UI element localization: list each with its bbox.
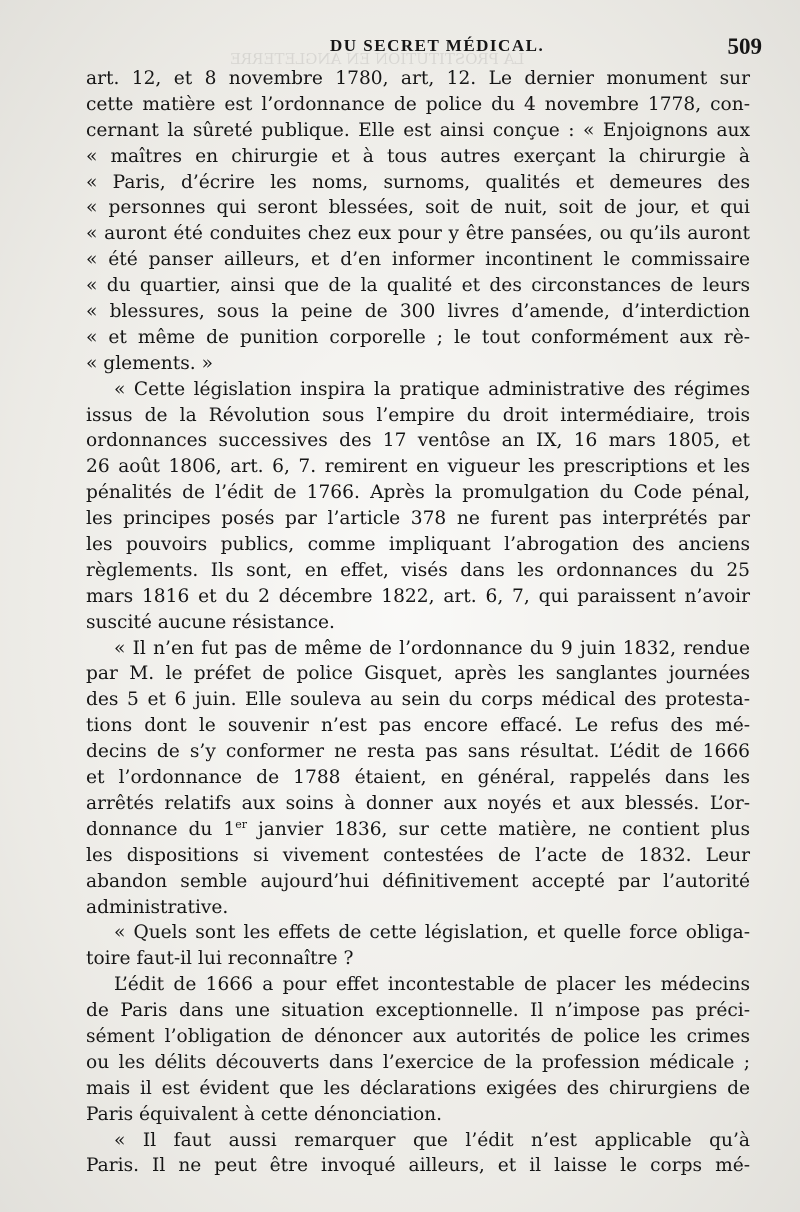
- text-line: par M. le préfet de police Gisquet, après les sanglantes journées: [86, 663, 750, 685]
- text-line: « et même de punition corporelle ; le tout conformément aux rè-: [86, 326, 750, 348]
- text-line: les dispositions si vivement contestées de l’acte de 1832. Leur: [86, 844, 750, 866]
- text-line: cernant la sûreté publique. Elle est ainsi conçue : « Enjoignons aux: [86, 119, 750, 141]
- text-line: « Cette législation inspira la pratique administrative des régimes: [114, 378, 750, 400]
- text-line: « Paris, d’écrire les noms, surnoms, qualités et demeures des: [86, 171, 750, 193]
- show-through-text: LA PROSTITUTION EN ANGLETERRE: [230, 50, 525, 68]
- page-header: [80, 36, 770, 62]
- text-line: arrêtés relatifs aux soins à donner aux noyés et aux blessés. L’or-: [86, 792, 750, 814]
- text-line: mars 1816 et du 2 décembre 1822, art. 6, 7, qui paraissent n’avoir: [86, 585, 750, 607]
- text-line: L’édit de 1666 a pour effet incontestable de placer les médecins: [114, 974, 750, 996]
- text-line: ou les délits découverts dans l’exercice de la profession médicale ;: [86, 1051, 750, 1073]
- page-number: 509: [727, 34, 762, 59]
- text-line: art. 12, et 8 novembre 1780, art, 12. Le dernier monument sur: [86, 68, 750, 89]
- text-line: issus de la Révolution sous l’empire du droit intermédiaire, trois: [86, 404, 750, 426]
- text-line: « personnes qui seront blessées, soit de nuit, soit de jour, et qui: [86, 197, 750, 219]
- text-line: Paris équivalent à cette dénonciation.: [86, 1103, 443, 1125]
- text-line: « Quels sont les effets de cette législation, et quelle force obliga-: [114, 922, 750, 944]
- text-line: « été panser ailleurs, et d’en informer incontinent le commissaire: [86, 249, 750, 271]
- text-line: règlements. Ils sont, en effet, visés dans les ordonnances du 25: [86, 559, 750, 581]
- text-line: ordonnances successives des 17 ventôse an IX, 16 mars 1805, et: [86, 430, 750, 452]
- paragraph: [86, 377, 750, 636]
- text-line: administrative.: [86, 896, 229, 918]
- ordinal-superscript: er: [235, 817, 248, 831]
- text-line: « maîtres en chirurgie et à tous autres exerçant la chirurgie à: [86, 145, 750, 167]
- text-line: « auront été conduites chez eux pour y être pansées, ou qu’ils auront: [86, 223, 750, 245]
- text-line: les pouvoirs publics, comme impliquant l’abrogation des anciens: [86, 534, 750, 556]
- text-line: cette matière est l’ordonnance de police du 4 novembre 1778, con-: [86, 93, 750, 115]
- text-line: 26 août 1806, art. 6, 7. remirent en vigueur les prescriptions et les: [86, 456, 750, 478]
- text-line: « du quartier, ainsi que de la qualité et des circonstances de leurs: [86, 275, 750, 297]
- text-line: suscité aucune résistance.: [86, 611, 335, 633]
- text-line: pénalités de l’édit de 1766. Après la promulgation du Code pénal,: [86, 482, 750, 504]
- text-line: « Il faut aussi remarquer que l’édit n’est applicable qu’à: [114, 1129, 750, 1151]
- text-line: mais il est évident que les déclarations exigées des chirurgiens de: [86, 1077, 750, 1099]
- text-line: « blessures, sous la peine de 300 livres d’amende, d’interdiction: [86, 301, 750, 323]
- paragraph: [86, 972, 750, 1127]
- paragraph: [86, 66, 750, 377]
- text-line: sément l’obligation de dénoncer aux autorités de police les crimes: [86, 1025, 750, 1047]
- text-line: et l’ordonnance de 1788 étaient, en général, rappelés dans les: [86, 767, 750, 789]
- paragraph: [86, 920, 750, 972]
- text-line: donnance du 1er janvier 1836, sur cette matière, ne contient plus: [86, 817, 750, 840]
- text-line: decins de s’y conformer ne resta pas sans résultat. L’édit de 1666: [86, 741, 750, 763]
- body-text: [86, 66, 750, 1179]
- text-line: toire faut-il lui reconnaître ?: [86, 948, 354, 970]
- running-head: DU SECRET MÉDICAL.: [330, 36, 545, 55]
- text-line: les principes posés par l’article 378 ne furent pas interprétés par: [86, 508, 750, 530]
- text-line: tions dont le souvenir n’est pas encore effacé. Le refus des mé-: [86, 715, 750, 737]
- text-line: « glements. »: [86, 352, 213, 374]
- paragraph: [86, 636, 750, 921]
- paragraph: [86, 1128, 750, 1180]
- text-line: Paris. Il ne peut être invoqué ailleurs, et il laisse le corps mé-: [86, 1155, 750, 1177]
- text-line: abandon semble aujourd’hui définitivement accepté par l’autorité: [86, 870, 750, 892]
- text-line: « Il n’en fut pas de même de l’ordonnance du 9 juin 1832, rendue: [114, 637, 750, 659]
- text-line: de Paris dans une situation exceptionnelle. Il n’impose pas préci-: [86, 1000, 750, 1022]
- text-line: des 5 et 6 juin. Elle souleva au sein du corps médical des protesta-: [86, 689, 750, 711]
